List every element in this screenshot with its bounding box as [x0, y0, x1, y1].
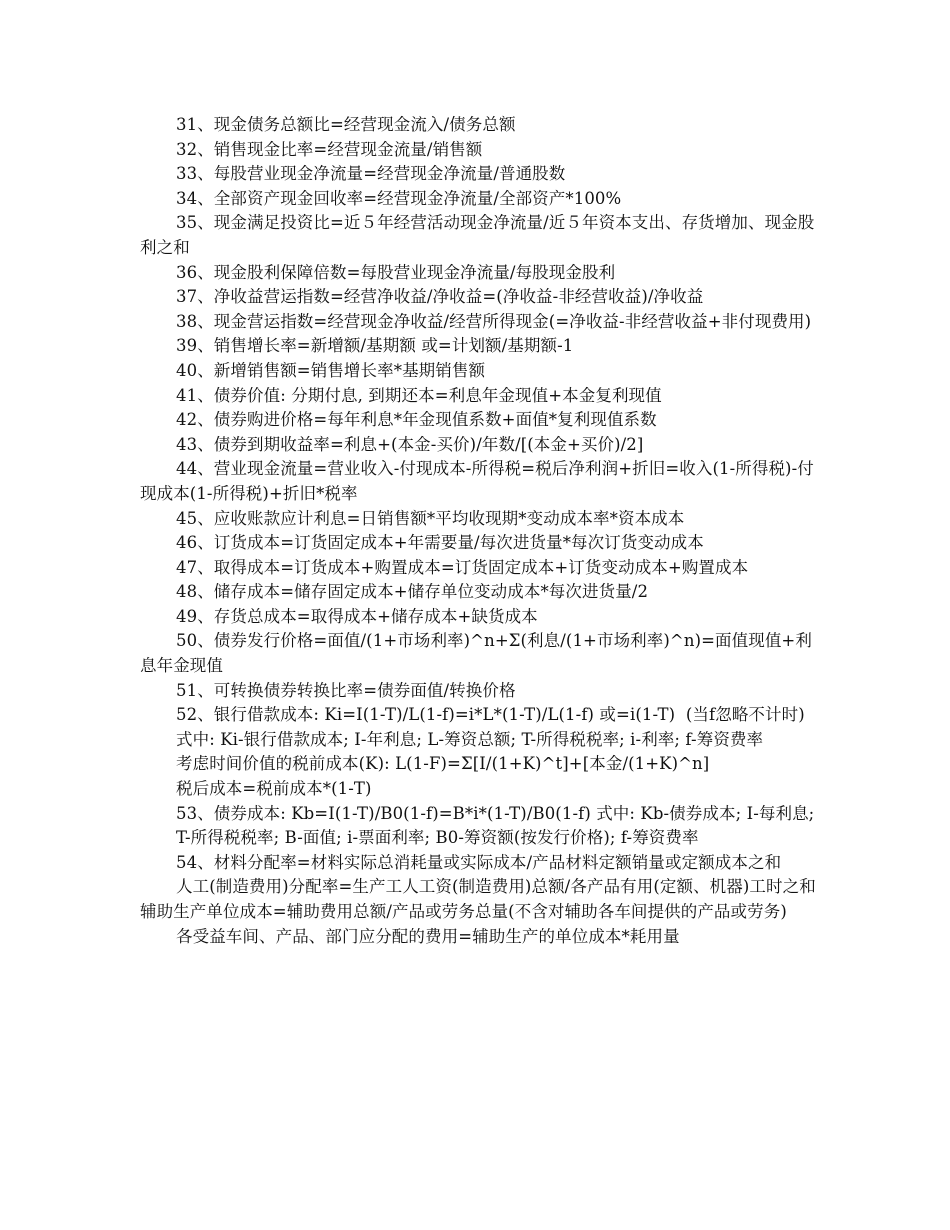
formula-paragraph: 49、存货总成本=取得成本+储存成本+缺货成本: [176, 606, 538, 626]
formula-paragraph: 税后成本=税前成本*(1-T): [176, 779, 372, 799]
formula-paragraph: 45、应收账款应计利息=日销售额*平均收现期*变动成本率*资本成本: [176, 508, 685, 528]
formula-paragraph: 式中: Ki-银行借款成本; I-年利息; L-筹资总额; T-所得税税率; i-利率; f-筹资费率: [176, 729, 764, 749]
formula-paragraph: 38、现金营运指数=经营现金净收益/经营所得现金(=净收益-非经营收益+非付现费用): [176, 311, 812, 331]
formula-paragraph: 人工(制造费用)分配率=生产工人工资(制造费用)总额/各产品有用(定额、机器)工时之和辅助生产单位成本=辅助费用总额/产品或劳务总量(不含对辅助各车间提供的产品或劳务): [140, 877, 816, 921]
formula-paragraph: 51、可转换债券转换比率=债券面值/转换价格: [176, 680, 516, 700]
formula-paragraph: 41、债券价值: 分期付息, 到期还本=利息年金现值+本金复利现值: [176, 385, 662, 405]
formula-paragraph: 50、债券发行价格=面值/(1+市场利率)^n+Σ(利息/(1+市场利率)^n)=面值现值+利息年金现值: [140, 631, 812, 676]
formula-paragraph: 44、营业现金流量=营业收入-付现成本-所得税=税后净利润+折旧=收入(1-所得税)-付现成本(1-所得税)+折旧*税率: [140, 459, 814, 503]
formula-paragraph: 42、债券购进价格=每年利息*年金现值系数+面值*复利现值系数: [176, 410, 657, 430]
formula-paragraph: 37、净收益营运指数=经营净收益/净收益=(净收益-非经营收益)/净收益: [176, 287, 704, 307]
formula-paragraph: 54、材料分配率=材料实际总消耗量或实际成本/产品材料定额销量或定额成本之和: [176, 852, 782, 872]
formula-paragraph: 36、现金股利保障倍数=每股营业现金净流量/每股现金股利: [176, 262, 616, 282]
formula-paragraph: 35、现金满足投资比=近５年经营活动现金净流量/近５年资本支出、存货增加、现金股利之和: [140, 213, 815, 257]
formula-paragraph: 各受益车间、产品、部门应分配的费用=辅助生产的单位成本*耗用量: [176, 926, 680, 946]
formula-paragraph: 40、新增销售额=销售增长率*基期销售额: [176, 360, 486, 380]
formula-paragraph: 48、储存成本=储存固定成本+储存单位变动成本*每次进货量/2: [176, 582, 649, 602]
formula-paragraph: 52、银行借款成本: Ki=I(1-T)/L(1-f)=i*L*(1-T)/L(1-f) 或=i(1-T) (当f忽略不计时): [176, 705, 805, 725]
formula-paragraph: 46、订货成本=订货固定成本+年需要量/每次进货量*每次订货变动成本: [176, 533, 704, 553]
formula-paragraph: 34、全部资产现金回收率=经营现金净流量/全部资产*100%: [176, 188, 622, 208]
formula-paragraph: 31、现金债务总额比=经营现金流入/债务总额: [176, 115, 516, 134]
formula-paragraph: T-所得税税率; B-面值; i-票面利率; B0-筹资额(按发行价格); f-筹资费率: [176, 828, 699, 848]
formula-paragraph: 47、取得成本=订货成本+购置成本=订货固定成本+订货变动成本+购置成本: [176, 557, 749, 577]
formula-paragraph: 43、债券到期收益率=利息+(本金-买价)/年数/[(本金+买价)/2]: [176, 434, 644, 454]
formula-paragraph: 考虑时间价值的税前成本(K): L(1-F)=Σ[I/(1+K)^t]+[本金/(1+K)^n]: [176, 754, 710, 774]
document-body: [140, 113, 822, 949]
formula-paragraph: 33、每股营业现金净流量=经营现金净流量/普通股数: [176, 164, 566, 184]
formula-paragraph: 32、销售现金比率=经营现金流量/销售额: [176, 139, 483, 159]
formula-paragraph: 53、债券成本: Kb=I(1-T)/B0(1-f)=B*i*(1-T)/B0(1-f) 式中: Kb-债券成本; I-每利息;: [176, 803, 815, 823]
formula-paragraph: 39、销售增长率=新增额/基期额 或=计划额/基期额-1: [176, 336, 574, 356]
